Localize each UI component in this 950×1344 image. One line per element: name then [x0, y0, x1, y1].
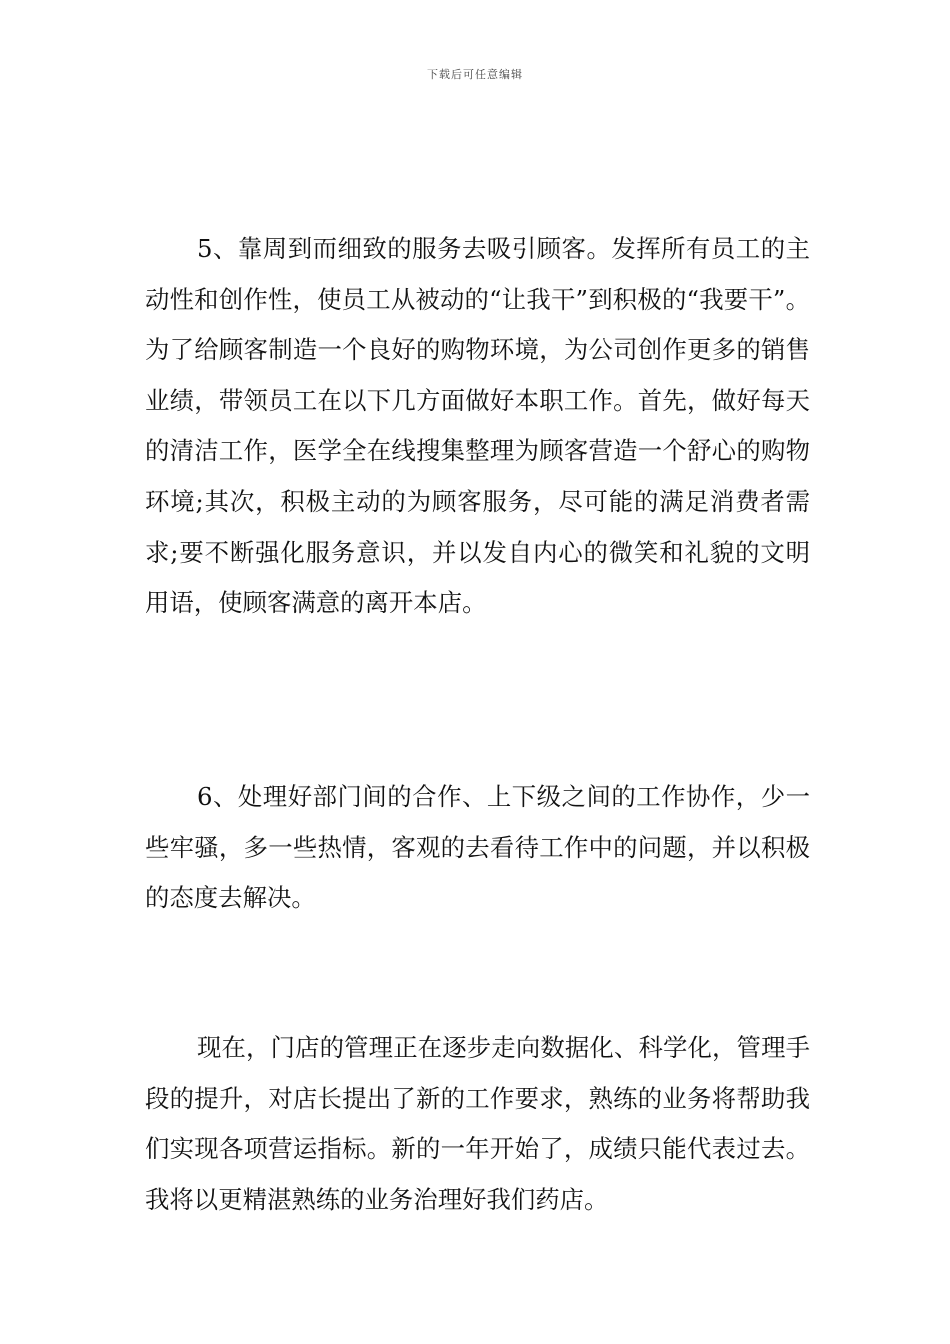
page-header: 下载后可任意编辑	[427, 68, 523, 81]
paragraph-5: 5、靠周到而细致的服务去吸引顾客。发挥所有员工的主动性和创作性，使员工从被动的“让我干”到积极的“我要干”。为了给顾客制造一个良好的购物环境，为公司创作更多的销售业绩，带领员工在以下几方面做好本职工作。首先，做好每天的清洁工作，医学全在线搜集整理为顾客营造一个舒心的购物环境;其次，积极主动的为顾客服务，尽可能的满足消费者需求;要不断强化服务意识，并以发自内心的微笑和礼貌的文明用语，使顾客满意的离开本店。	[145, 234, 810, 618]
paragraph-closing: 现在，门店的管理正在逐步走向数据化、科学化，管理手段的提升，对店长提出了新的工作要求，熟练的业务将帮助我们实现各项营运指标。新的一年开始了，成绩只能代表过去。我将以更精湛熟练的业务治理好我们药店。	[145, 1033, 810, 1214]
paragraph-6: 6、处理好部门间的合作、上下级之间的工作协作，少一些牢骚，多一些热情，客观的去看待工作中的问题，并以积极的态度去解决。	[145, 782, 810, 913]
